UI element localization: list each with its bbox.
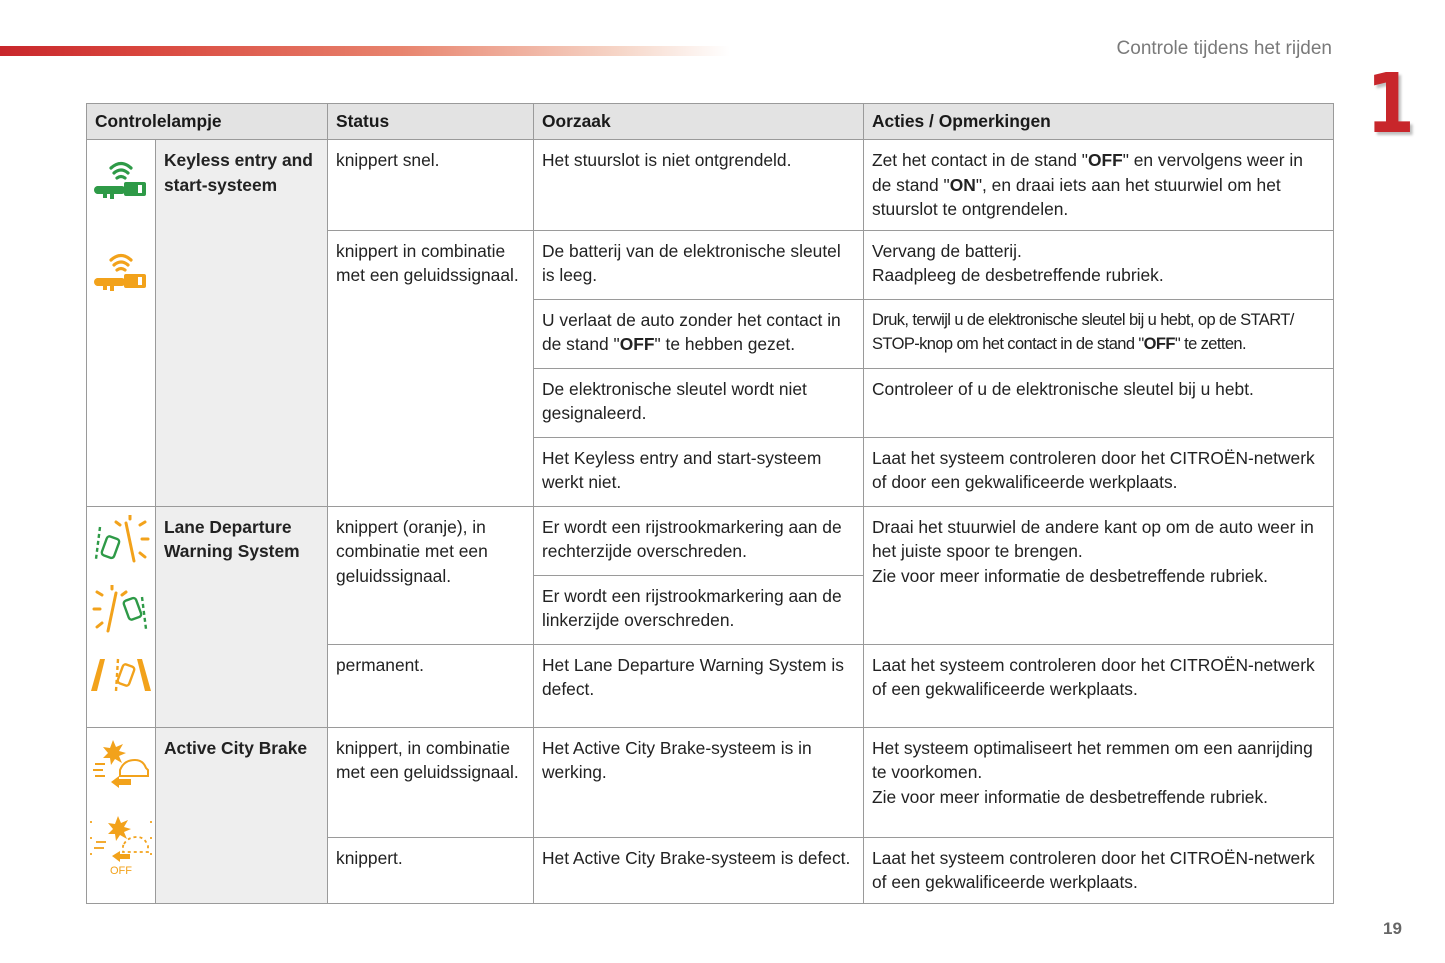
- header-acties: Acties / Opmerkingen: [864, 104, 1334, 140]
- ldws-r3-cause: Het Lane Departure Warning System is defect.: [534, 644, 864, 727]
- acb-r2-cause: Het Active City Brake-systeem is defect.: [534, 837, 864, 903]
- table-row: [87, 727, 1334, 837]
- keyless-name: Keyless entry and start-systeem: [156, 140, 328, 507]
- off-label: OFF: [110, 864, 132, 877]
- keyless-r1-status: knippert snel.: [328, 140, 534, 231]
- lane-defect-icon: [88, 653, 154, 697]
- keyless-orange-icon: [91, 248, 151, 294]
- city-brake-off-icon: [88, 812, 154, 878]
- keyless-r3-cause: U verlaat de auto zonder het contact in de stand "OFF" te hebben gezet.: [534, 299, 864, 368]
- acb-r2-action: Laat het systeem controleren door het CITROËN-netwerk of een gekwalificeerde werkplaats.: [864, 837, 1334, 903]
- keyless-green-icon: [91, 156, 151, 202]
- keyless-r5-cause: Het Keyless entry and start-systeem werkt niet.: [534, 437, 864, 506]
- ldws-r3-status: permanent.: [328, 644, 534, 727]
- warning-lights-table: [86, 103, 1334, 904]
- header-oorzaak: Oorzaak: [534, 104, 864, 140]
- ldws-r3-action: Laat het systeem controleren door het CITROËN-netwerk of een gekwalificeerde werkplaats.: [864, 644, 1334, 727]
- header-accent-bar: [0, 46, 730, 56]
- header-status: Status: [328, 104, 534, 140]
- ldws-r1-status: knippert (oranje), in combinatie met een geluidssignaal.: [328, 506, 534, 644]
- ldws-name: Lane Departure Warning System: [156, 506, 328, 727]
- acb-r1-cause: Het Active City Brake-systeem is in werking.: [534, 727, 864, 837]
- lane-left-icon: [90, 585, 152, 639]
- keyless-r1-action: Zet het contact in de stand "OFF" en vervolgens weer in de stand "ON", en draai iets aan het stuurwiel om het stuurslot te ontgrendelen.: [864, 140, 1334, 231]
- ldws-r1-action: Draai het stuurwiel de andere kant op om de auto weer in het juiste spoor te brengen. Zie voor meer informatie de desbetreffende rubriek.: [864, 506, 1334, 644]
- acb-r1-action: Het systeem optimaliseert het remmen om een aanrijding te voorkomen. Zie voor meer informatie de desbetreffende rubriek.: [864, 727, 1334, 837]
- ldws-icons-cell: [87, 506, 156, 727]
- ldws-r2-cause: Er wordt een rijstrookmarkering aan de linkerzijde overschreden.: [534, 575, 864, 644]
- keyless-r1-cause: Het stuurslot is niet ontgrendeld.: [534, 140, 864, 231]
- table-header-row: [87, 104, 1334, 140]
- table-row: [87, 506, 1334, 575]
- section-title: Controle tijdens het rijden: [1116, 38, 1332, 59]
- acb-r2-status: knippert.: [328, 837, 534, 903]
- keyless-r2-action: Vervang de batterij. Raadpleeg de desbetreffende rubriek.: [864, 230, 1334, 299]
- keyless-r2-cause: De batterij van de elektronische sleutel is leeg.: [534, 230, 864, 299]
- keyless-r4-action: Controleer of u de elektronische sleutel bij u hebt.: [864, 368, 1334, 437]
- keyless-r5-action: Laat het systeem controleren door het CITROËN-netwerk of door een gekwalificeerde werkplaats.: [864, 437, 1334, 506]
- acb-r1-status: knippert, in combinatie met een geluidssignaal.: [328, 727, 534, 837]
- keyless-r3-action: Druk, terwijl u de elektronische sleutel bij u hebt, op de START/ STOP-knop om het contact in de stand "OFF" te zetten.: [864, 299, 1334, 368]
- keyless-r2-status: knippert in combinatie met een geluidssignaal.: [328, 230, 534, 506]
- acb-name: Active City Brake: [156, 727, 328, 903]
- page-number: 19: [1383, 919, 1402, 938]
- lane-right-icon: [90, 515, 152, 569]
- keyless-r4-cause: De elektronische sleutel wordt niet gesignaleerd.: [534, 368, 864, 437]
- keyless-icons-cell: [87, 140, 156, 507]
- header-controlelampje: Controlelampje: [87, 104, 328, 140]
- ldws-r1-cause: Er wordt een rijstrookmarkering aan de rechterzijde overschreden.: [534, 506, 864, 575]
- chapter-number: 1: [1366, 57, 1415, 152]
- table-row: [87, 140, 1334, 231]
- acb-icons-cell: [87, 727, 156, 903]
- city-brake-icon: [91, 738, 151, 790]
